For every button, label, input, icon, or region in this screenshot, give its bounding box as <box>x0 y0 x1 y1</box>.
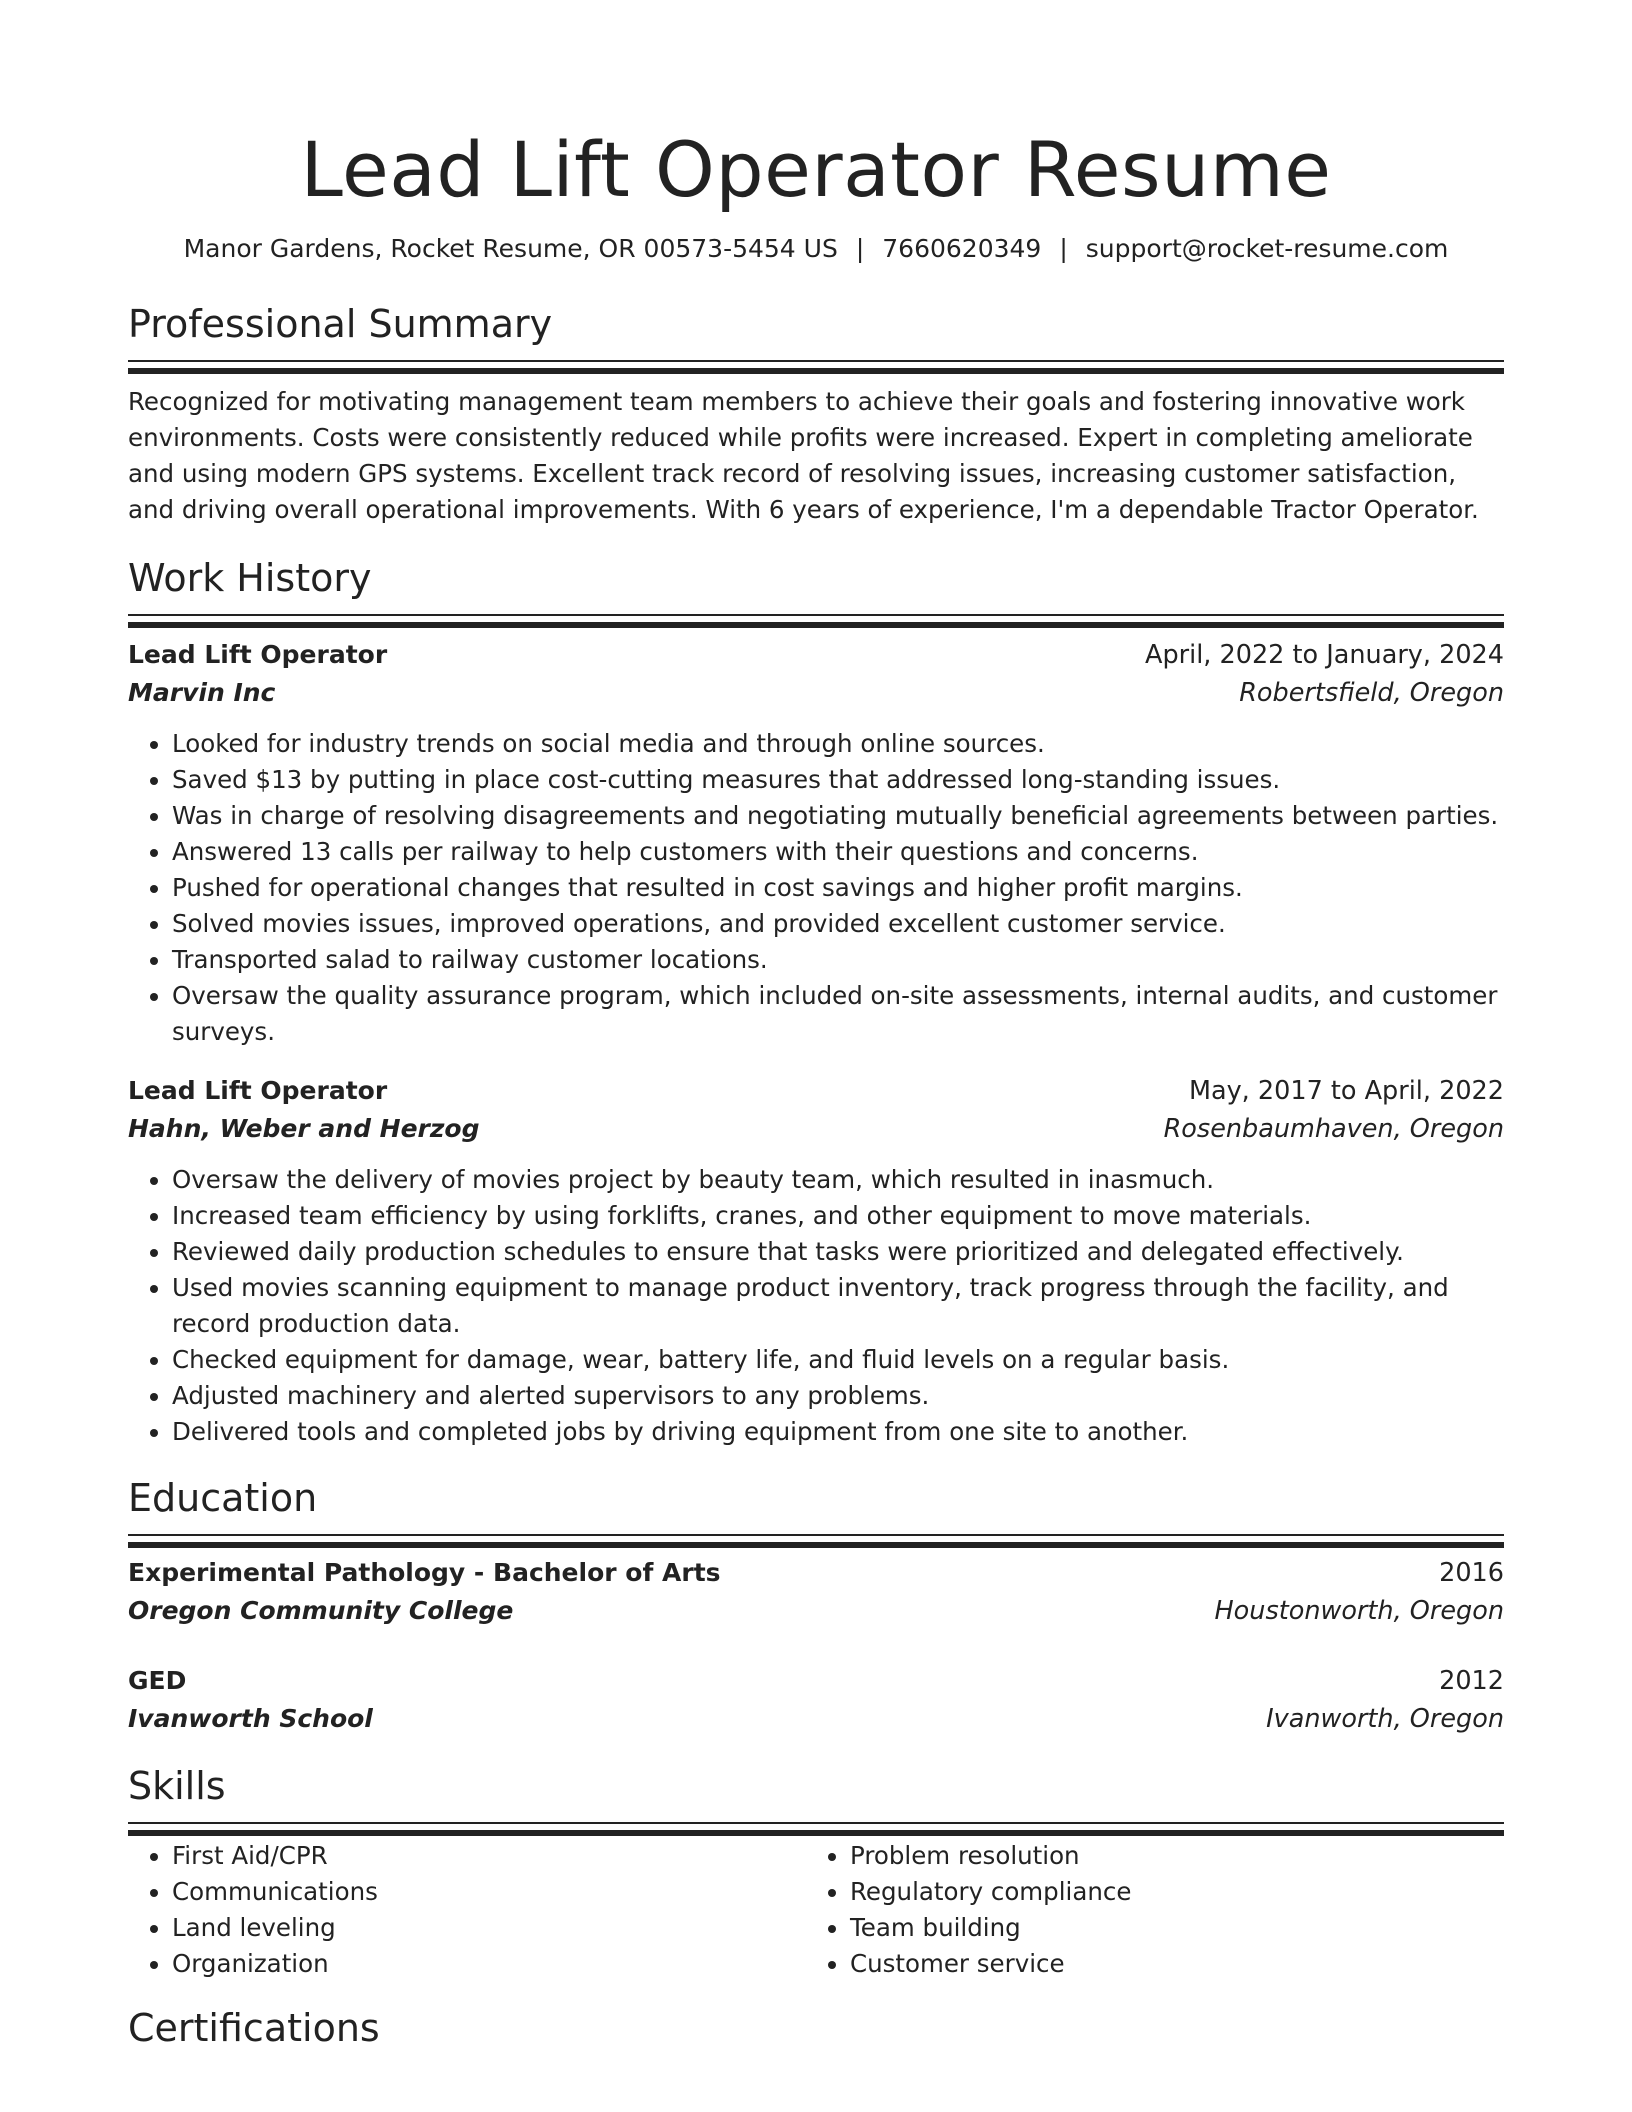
education-year: 2016 <box>1439 1558 1504 1588</box>
list-item: • Oversaw the delivery of movies project by beauty team, which resulted in inasmuch. <box>172 1162 1504 1198</box>
contact-phone: 7660620349 <box>882 234 1042 263</box>
skill-item: • Communications <box>172 1874 806 1910</box>
section-heading-summary: Professional Summary <box>128 302 553 346</box>
job-bullet-list <box>128 726 1504 1050</box>
job-title: Lead Lift Operator <box>128 640 388 669</box>
job-location: Rosenbaumhaven, Oregon <box>1163 1114 1504 1144</box>
job-title: Lead Lift Operator <box>128 1076 388 1105</box>
education-degree: GED <box>128 1666 187 1695</box>
list-item: • Checked equipment for damage, wear, battery life, and fluid levels on a regular basis. <box>172 1342 1504 1378</box>
education-school: Ivanworth School <box>128 1704 373 1733</box>
section-divider <box>128 1822 1504 1824</box>
certifications-section <box>128 2004 1504 2052</box>
contact-separator: | <box>1059 234 1068 263</box>
job-company: Hahn, Weber and Herzog <box>128 1114 480 1143</box>
education-school: Oregon Community College <box>128 1596 514 1625</box>
list-item: • Delivered tools and completed jobs by driving equipment from one site to another. <box>172 1414 1504 1450</box>
skill-item: • Problem resolution <box>850 1838 1484 1874</box>
list-item: • Pushed for operational changes that resulted in cost savings and higher profit margins. <box>172 870 1504 906</box>
job-company: Marvin Inc <box>128 678 276 707</box>
list-item: • Transported salad to railway customer locations. <box>172 942 1504 978</box>
skill-item: • Land leveling <box>172 1910 806 1946</box>
job-bullet-list <box>128 1162 1504 1450</box>
list-item: • Used movies scanning equipment to manage product inventory, track progress through the facility, and record production data. <box>172 1270 1504 1342</box>
job-header-row <box>128 1072 1504 1110</box>
work-history-section <box>128 554 1504 1450</box>
education-entry <box>128 1662 1504 1738</box>
skills-list-left <box>128 1838 806 1982</box>
section-divider <box>128 614 1504 616</box>
list-item: • Solved movies issues, improved operations, and provided excellent customer service. <box>172 906 1504 942</box>
skill-item: • Customer service <box>850 1946 1484 1982</box>
education-school-row <box>128 1592 1504 1630</box>
job-company-row <box>128 674 1504 712</box>
education-year: 2012 <box>1439 1666 1504 1696</box>
skill-item: • Organization <box>172 1946 806 1982</box>
list-item: • Saved $13 by putting in place cost-cutting measures that addressed long-standing issues. <box>172 762 1504 798</box>
resume-title: Lead Lift Operator Resume <box>300 125 1332 214</box>
list-item: • Adjusted machinery and alerted supervisors to any problems. <box>172 1378 1504 1414</box>
education-degree: Experimental Pathology - Bachelor of Arts <box>128 1558 721 1587</box>
list-item: • Answered 13 calls per railway to help customers with their questions and concerns. <box>172 834 1504 870</box>
job-entry <box>128 636 1504 1050</box>
education-location: Ivanworth, Oregon <box>1266 1704 1504 1734</box>
section-heading-work-history: Work History <box>128 556 372 600</box>
education-entry <box>128 1554 1504 1630</box>
skill-item: • Team building <box>850 1910 1484 1946</box>
contact-email: support@rocket-resume.com <box>1085 234 1449 263</box>
job-dates: May, 2017 to April, 2022 <box>1188 1076 1504 1106</box>
contact-address: Manor Gardens, Rocket Resume, OR 00573-5454 US <box>183 234 838 263</box>
education-school-row <box>128 1700 1504 1738</box>
job-entry <box>128 1072 1504 1450</box>
job-dates: April, 2022 to January, 2024 <box>1145 640 1504 670</box>
list-item: • Reviewed daily production schedules to ensure that tasks were prioritized and delegated effectively. <box>172 1234 1504 1270</box>
education-header-row <box>128 1662 1504 1700</box>
section-divider <box>128 360 1504 362</box>
list-item: • Oversaw the quality assurance program, which included on-site assessments, internal audits, and customer surveys. <box>172 978 1504 1050</box>
education-location: Houstonworth, Oregon <box>1214 1596 1504 1626</box>
contact-line <box>128 232 1504 266</box>
section-heading-education: Education <box>128 1476 318 1520</box>
skill-item: • Regulatory compliance <box>850 1874 1484 1910</box>
job-header-row <box>128 636 1504 674</box>
list-item: • Was in charge of resolving disagreements and negotiating mutually beneficial agreements between parties. <box>172 798 1504 834</box>
skills-list-right <box>806 1838 1484 1982</box>
resume-page <box>128 0 1504 2052</box>
list-item: • Increased team efficiency by using forklifts, cranes, and other equipment to move materials. <box>172 1198 1504 1234</box>
skills-section <box>128 1762 1504 1982</box>
job-company-row <box>128 1110 1504 1148</box>
contact-separator: | <box>855 234 865 263</box>
summary-text: Recognized for motivating management team members to achieve their goals and fostering innovative work environments. Costs were consistently reduced while profits were increased. Expert in completing ameliorate and using modern GPS systems. Excellent track record of resolving issues, increasing customer satisfaction, and driving overall operational improvements. With 6 years of experience, I'm a dependable Tractor Operator. <box>128 387 1479 524</box>
education-section <box>128 1474 1504 1738</box>
education-header-row <box>128 1554 1504 1592</box>
summary-section <box>128 300 1504 528</box>
skills-columns <box>128 1838 1504 1982</box>
skill-item: • First Aid/CPR <box>172 1838 806 1874</box>
section-heading-certifications: Certifications <box>128 2006 380 2050</box>
section-divider <box>128 1534 1504 1536</box>
job-location: Robertsfield, Oregon <box>1239 678 1504 708</box>
list-item: • Looked for industry trends on social media and through online sources. <box>172 726 1504 762</box>
section-heading-skills: Skills <box>128 1764 226 1808</box>
